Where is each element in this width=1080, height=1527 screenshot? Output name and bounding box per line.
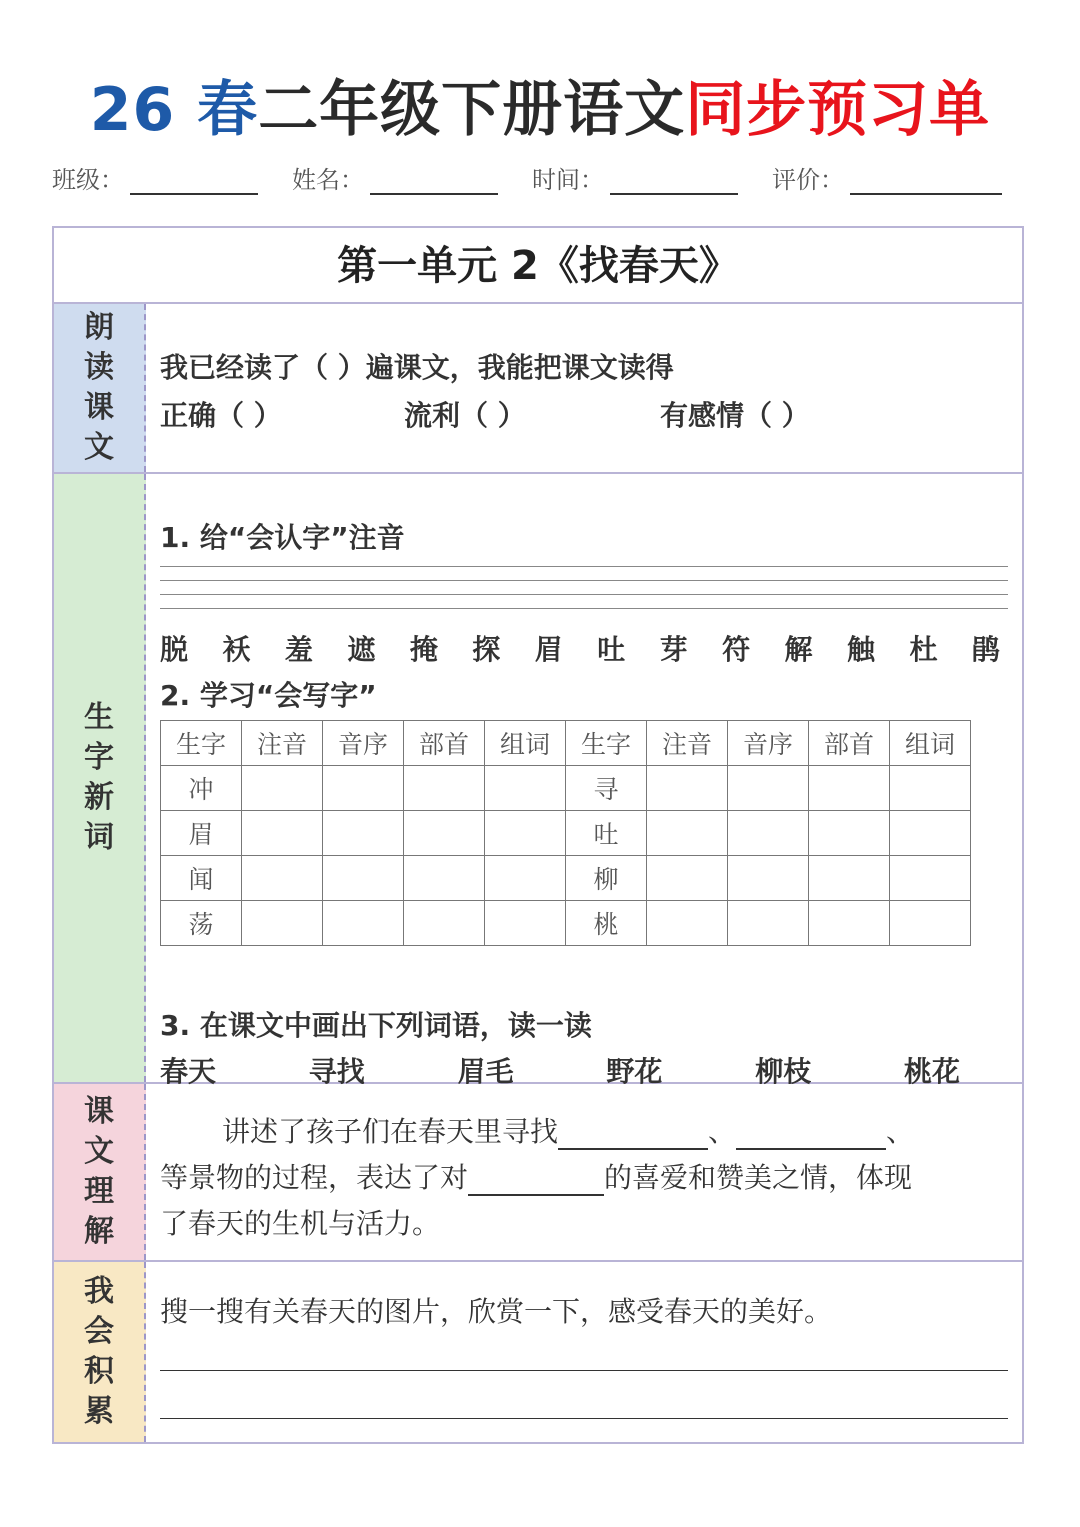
emotion-paren: （ ） [744, 399, 810, 432]
reading-side-label [54, 304, 146, 472]
accumulate-side-label [54, 1262, 146, 1442]
table-row [161, 901, 971, 946]
title-part-2: 二年级下册语文 [258, 75, 686, 145]
answer-line[interactable] [160, 1370, 1008, 1371]
table-cell[interactable] [323, 811, 404, 856]
table-cell[interactable] [242, 856, 323, 901]
table-header: 生字 [161, 721, 242, 766]
side-char: 我 [84, 1274, 114, 1309]
side-char: 积 [84, 1354, 114, 1389]
recognize-char: 解 [784, 633, 813, 666]
side-char: 读 [84, 350, 114, 385]
table-cell[interactable] [728, 901, 809, 946]
table-cell[interactable] [890, 856, 971, 901]
understanding-text: 讲述了孩子们在春天里寻找 [222, 1115, 559, 1148]
understanding-line-1 [222, 1110, 914, 1150]
table-header: 音序 [323, 721, 404, 766]
recognize-char: 吐 [597, 633, 626, 666]
recognize-char: 探 [472, 633, 501, 666]
word: 柳枝 [755, 1055, 812, 1088]
class-label: 班级： [52, 166, 124, 194]
accumulate-text: 搜一搜有关春天的图片，欣赏一下，感受春天的美好。 [160, 1295, 833, 1328]
word: 眉毛 [457, 1055, 514, 1088]
recognize-char: 眉 [534, 633, 563, 666]
table-cell[interactable] [485, 901, 566, 946]
recognize-char: 杜 [909, 633, 938, 666]
time-field[interactable] [532, 160, 738, 195]
table-cell[interactable] [647, 766, 728, 811]
recognize-char: 遮 [347, 633, 376, 666]
reading-section [54, 304, 1022, 474]
write-chars-table [160, 720, 971, 946]
side-char: 理 [84, 1174, 114, 1209]
word: 春天 [160, 1055, 217, 1088]
evaluation-blank[interactable] [850, 163, 1002, 195]
understanding-side-label [54, 1084, 146, 1260]
table-cell[interactable] [809, 901, 890, 946]
table-header: 音序 [728, 721, 809, 766]
table-cell[interactable] [809, 766, 890, 811]
side-char: 课 [84, 1094, 114, 1129]
understanding-text: 的喜爱和赞美之情，体现 [604, 1161, 913, 1194]
table-char: 眉 [161, 811, 242, 856]
table-cell[interactable] [485, 856, 566, 901]
separator: 、 [886, 1115, 915, 1148]
table-cell[interactable] [404, 856, 485, 901]
table-char: 寻 [566, 766, 647, 811]
title-part-3: 同步预习单 [685, 75, 991, 145]
page-title [0, 72, 1080, 148]
table-cell[interactable] [404, 811, 485, 856]
table-cell[interactable] [890, 901, 971, 946]
reading-content [160, 304, 1012, 472]
table-char: 桃 [566, 901, 647, 946]
recognize-char: 羞 [284, 633, 313, 666]
table-cell[interactable] [728, 856, 809, 901]
recognize-char: 掩 [409, 633, 438, 666]
pinyin-line[interactable] [160, 566, 1008, 567]
table-header: 注音 [242, 721, 323, 766]
table-row [161, 766, 971, 811]
evaluation-field[interactable] [772, 160, 1002, 195]
table-char: 荡 [161, 901, 242, 946]
table-char: 冲 [161, 766, 242, 811]
recognize-char: 触 [846, 633, 875, 666]
emotion-label: 有感情 [660, 399, 745, 432]
side-char: 词 [84, 820, 114, 855]
table-cell[interactable] [728, 766, 809, 811]
side-char: 文 [84, 430, 114, 465]
accumulate-section [54, 1262, 1022, 1442]
table-cell[interactable] [485, 811, 566, 856]
word: 桃花 [903, 1055, 960, 1088]
table-cell[interactable] [242, 811, 323, 856]
understanding-line-3: 了春天的生机与活力。 [160, 1207, 441, 1240]
side-char: 字 [84, 740, 114, 775]
table-cell[interactable] [809, 811, 890, 856]
answer-line[interactable] [160, 1418, 1008, 1419]
class-blank[interactable] [130, 163, 258, 195]
title-part-1: 26 春 [89, 75, 259, 145]
evaluation-label: 评价： [772, 166, 844, 194]
table-cell[interactable] [647, 901, 728, 946]
side-char: 朗 [84, 310, 114, 345]
understanding-section [54, 1084, 1022, 1262]
table-cell[interactable] [890, 766, 971, 811]
table-cell[interactable] [242, 901, 323, 946]
table-header: 部首 [809, 721, 890, 766]
table-header: 组词 [890, 721, 971, 766]
table-header-row [161, 721, 971, 766]
reading-count-line: 我已经读了（ ）遍课文，我能把课文读得 [160, 351, 674, 384]
accumulate-content [160, 1262, 1012, 1442]
name-blank[interactable] [370, 163, 498, 195]
side-char: 课 [84, 390, 114, 425]
table-cell[interactable] [404, 766, 485, 811]
class-field[interactable] [52, 160, 258, 195]
recognize-char: 芽 [659, 633, 688, 666]
question-1: 1. 给“会认字”注音 [160, 521, 405, 554]
pinyin-line[interactable] [160, 594, 1008, 595]
name-label: 姓名： [292, 166, 364, 194]
unit-title: 第一单元 2《找春天》 [54, 228, 1022, 304]
table-cell[interactable] [809, 856, 890, 901]
recognize-char: 袄 [222, 633, 251, 666]
table-cell[interactable] [647, 856, 728, 901]
blank-1[interactable] [558, 1118, 708, 1150]
pinyin-line[interactable] [160, 580, 1008, 581]
name-field[interactable] [292, 160, 498, 195]
word: 野花 [606, 1055, 663, 1088]
table-cell[interactable] [485, 766, 566, 811]
time-blank[interactable] [610, 163, 738, 195]
table-cell[interactable] [728, 811, 809, 856]
time-label: 时间： [532, 166, 604, 194]
table-header: 生字 [566, 721, 647, 766]
worksheet [52, 226, 1024, 1444]
table-char: 柳 [566, 856, 647, 901]
table-char: 闻 [161, 856, 242, 901]
table-cell[interactable] [242, 766, 323, 811]
table-char: 吐 [566, 811, 647, 856]
understanding-content [160, 1084, 1012, 1260]
blank-3[interactable] [468, 1164, 604, 1196]
recognize-char: 脱 [160, 633, 189, 666]
recognize-char: 符 [722, 633, 751, 666]
new-words-side-label [54, 474, 146, 1082]
table-row [161, 856, 971, 901]
recognize-chars-row [160, 628, 1000, 668]
table-header: 注音 [647, 721, 728, 766]
side-char: 新 [84, 780, 114, 815]
understanding-line-2 [160, 1156, 912, 1196]
side-char: 解 [84, 1214, 114, 1249]
table-cell[interactable] [323, 766, 404, 811]
info-fields [52, 160, 1022, 200]
table-header: 部首 [404, 721, 485, 766]
table-cell[interactable] [323, 856, 404, 901]
question-3: 3. 在课文中画出下列词语，读一读 [160, 1009, 592, 1042]
table-header: 组词 [485, 721, 566, 766]
reading-emotion[interactable] [660, 394, 810, 434]
blank-2[interactable] [736, 1118, 886, 1150]
recognize-char: 鹃 [971, 633, 1000, 666]
pinyin-line[interactable] [160, 608, 1008, 609]
word: 寻找 [308, 1055, 365, 1088]
side-char: 会 [84, 1314, 114, 1349]
side-char: 文 [84, 1134, 114, 1169]
new-words-content [160, 474, 1012, 1088]
table-cell[interactable] [890, 811, 971, 856]
side-char: 累 [84, 1394, 114, 1429]
table-cell[interactable] [647, 811, 728, 856]
new-words-section [54, 474, 1022, 1088]
reading-fluent[interactable]: 流利（ ） [404, 399, 526, 432]
separator: 、 [708, 1115, 737, 1148]
understanding-text: 等景物的过程，表达了对 [160, 1161, 469, 1194]
question-2: 2. 学习“会写字” [160, 679, 377, 712]
table-cell[interactable] [404, 901, 485, 946]
table-row [161, 811, 971, 856]
table-cell[interactable] [323, 901, 404, 946]
side-char: 生 [84, 700, 114, 735]
reading-correct[interactable]: 正确（ ） [160, 399, 282, 432]
